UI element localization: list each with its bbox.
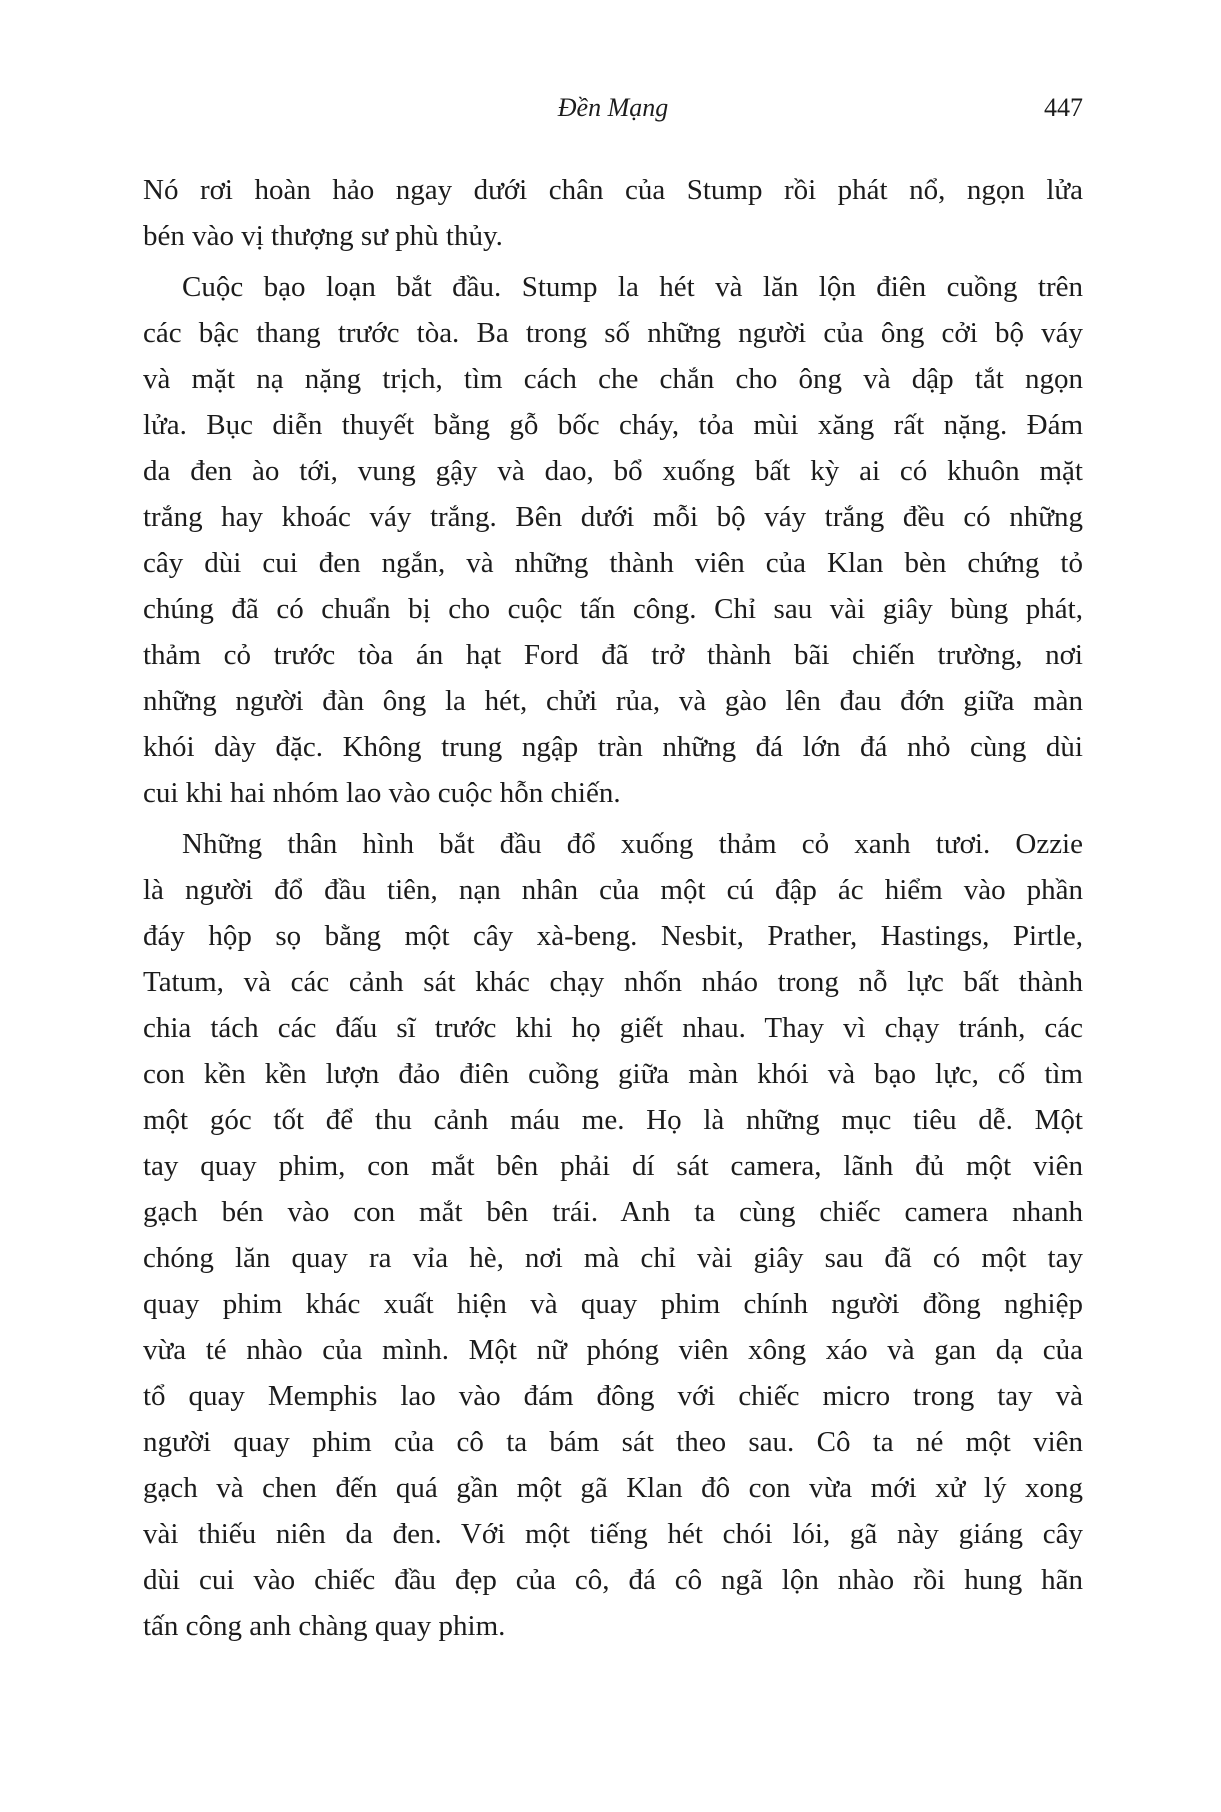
text-line: một góc tốt để thu cảnh máu me. Họ là những mục tiêu dễ. Một [143, 1104, 1083, 1136]
text-line: Nó rơi hoàn hảo ngay dưới chân của Stump rồi phát nổ, ngọn lửa [143, 174, 1083, 206]
text-line: tổ quay Memphis lao vào đám đông với chiếc micro trong tay và [143, 1380, 1083, 1412]
text-line: lửa. Bục diễn thuyết bằng gỗ bốc cháy, tỏa mùi xăng rất nặng. Đám [143, 409, 1083, 441]
running-title: Đền Mạng [557, 93, 669, 122]
text-line: bén vào vị thượng sư phù thủy. [143, 220, 503, 252]
text-line: cây dùi cui đen ngắn, và những thành viên của Klan bèn chứng tỏ [143, 547, 1083, 579]
text-line: người quay phim của cô ta bám sát theo sau. Cô ta né một viên [143, 1426, 1083, 1458]
text-line: gạch bén vào con mắt bên trái. Anh ta cùng chiếc camera nhanh [143, 1196, 1083, 1228]
text-line: quay phim khác xuất hiện và quay phim chính người đồng nghiệp [143, 1288, 1083, 1320]
text-line: Tatum, và các cảnh sát khác chạy nhốn nháo trong nỗ lực bất thành [143, 966, 1083, 998]
text-line: trắng hay khoác váy trắng. Bên dưới mỗi bộ váy trắng đều có những [143, 501, 1083, 533]
text-line: vừa té nhào của mình. Một nữ phóng viên xông xáo và gan dạ của [143, 1334, 1083, 1366]
text-line: đáy hộp sọ bằng một cây xà-beng. Nesbit, Prather, Hastings, Pirtle, [143, 920, 1083, 952]
text-line: chia tách các đấu sĩ trước khi họ giết nhau. Thay vì chạy tránh, các [143, 1012, 1083, 1044]
text-line: chóng lăn quay ra vỉa hè, nơi mà chỉ vài giây sau đã có một tay [143, 1242, 1083, 1274]
text-line: chúng đã có chuẩn bị cho cuộc tấn công. Chỉ sau vài giây bùng phát, [143, 593, 1083, 625]
page-header [143, 90, 1083, 126]
text-line: khói dày đặc. Không trung ngập tràn những đá lớn đá nhỏ cùng dùi [143, 731, 1083, 763]
text-line: tấn công anh chàng quay phim. [143, 1610, 506, 1642]
text-line: các bậc thang trước tòa. Ba trong số những người của ông cởi bộ váy [143, 317, 1083, 349]
text-line: những người đàn ông la hét, chửi rủa, và gào lên đau đớn giữa màn [143, 685, 1083, 717]
text-line: và mặt nạ nặng trịch, tìm cách che chắn cho ông và dập tắt ngọn [143, 363, 1083, 395]
text-line: dùi cui vào chiếc đầu đẹp của cô, đá cô ngã lộn nhào rồi hung hãn [143, 1564, 1083, 1596]
text-line: là người đổ đầu tiên, nạn nhân của một cú đập ác hiểm vào phần [143, 874, 1083, 906]
text-line: gạch và chen đến quá gần một gã Klan đô con vừa mới xử lý xong [143, 1472, 1083, 1504]
page-number: 447 [1044, 93, 1083, 122]
text-line: cui khi hai nhóm lao vào cuộc hỗn chiến. [143, 777, 621, 809]
text-line: tay quay phim, con mắt bên phải dí sát camera, lãnh đủ một viên [143, 1150, 1083, 1182]
text-line: Cuộc bạo loạn bắt đầu. Stump la hét và lăn lộn điên cuồng trên [182, 271, 1083, 303]
paragraph [143, 167, 1083, 259]
paragraph [143, 821, 1083, 1649]
text-line: Những thân hình bắt đầu đổ xuống thảm cỏ xanh tươi. Ozzie [182, 828, 1083, 860]
text-line: thảm cỏ trước tòa án hạt Ford đã trở thành bãi chiến trường, nơi [143, 639, 1083, 671]
text-line: vài thiếu niên da đen. Với một tiếng hét chói lói, gã này giáng cây [143, 1518, 1083, 1550]
body-text [143, 167, 1083, 1654]
paragraph [143, 264, 1083, 816]
text-line: con kền kền lượn đảo điên cuồng giữa màn khói và bạo lực, cố tìm [143, 1058, 1083, 1090]
text-line: da đen ào tới, vung gậy và dao, bổ xuống bất kỳ ai có khuôn mặt [143, 455, 1083, 487]
